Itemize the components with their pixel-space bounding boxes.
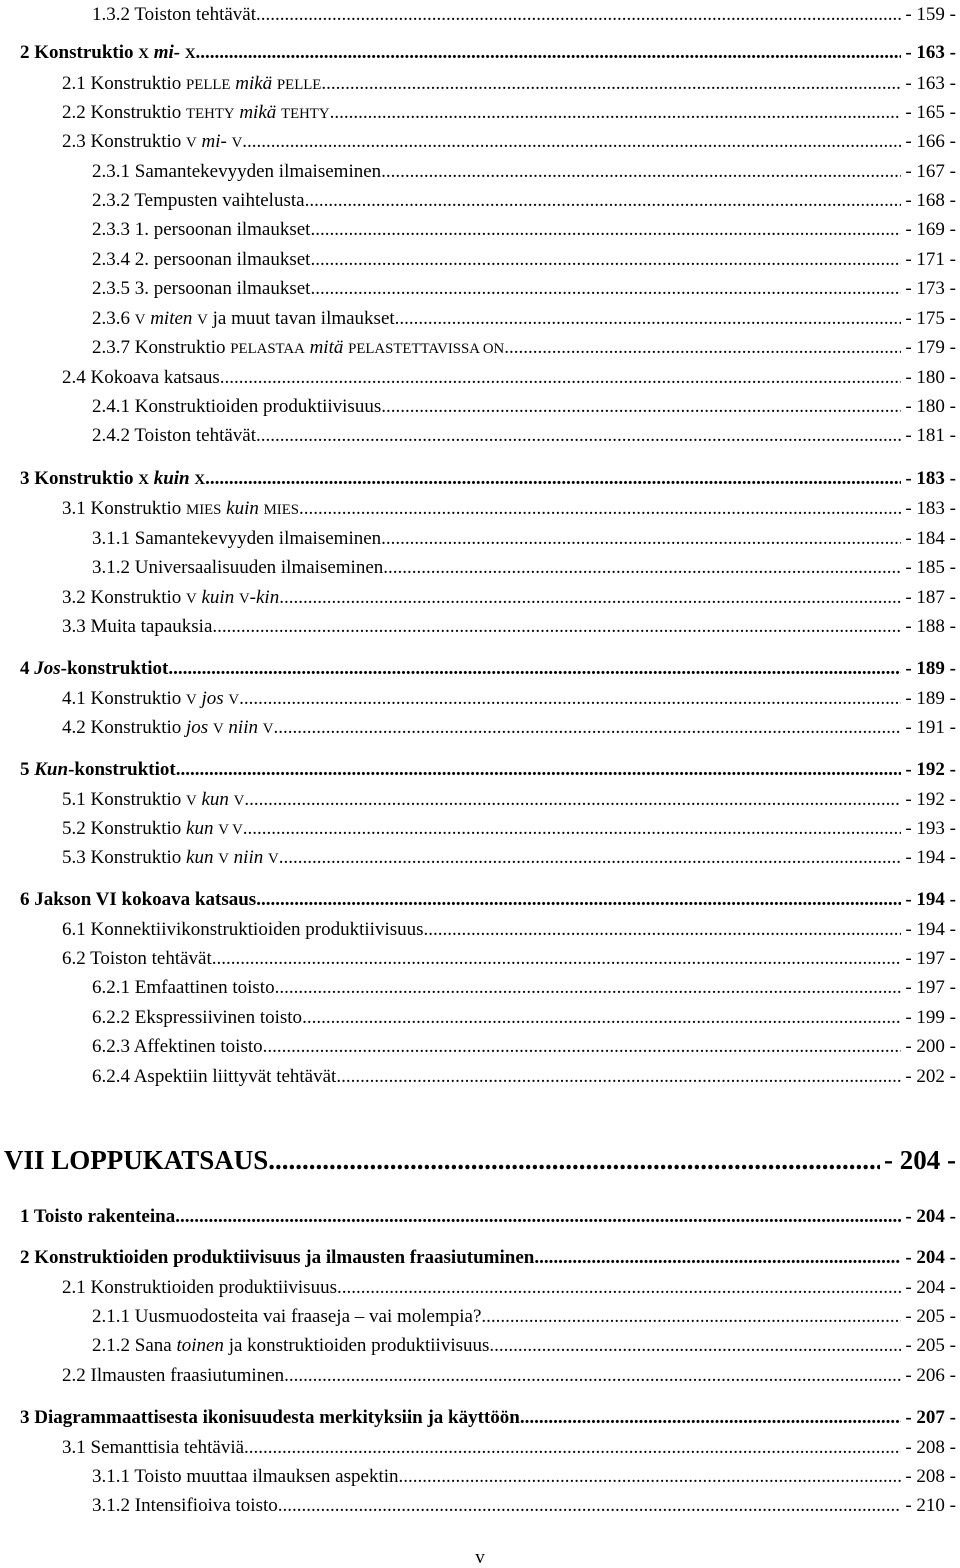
toc-entry-title: [92, 1494, 278, 1518]
dot-leader: [381, 527, 901, 551]
italic-text: mitä: [309, 337, 344, 358]
toc-entry-title: [92, 424, 256, 448]
toc-page-number: - 189 -: [905, 688, 956, 709]
toc-page-number: - 205 -: [905, 1306, 956, 1327]
dot-leader: [279, 846, 902, 870]
italic-text: mikä: [239, 102, 277, 123]
small-caps-text: PELLE: [186, 77, 231, 93]
dot-leader: [321, 72, 901, 96]
small-caps-text: V: [212, 721, 224, 737]
toc-entry-title: [92, 1334, 489, 1358]
toc-entry-title: [62, 586, 279, 610]
dot-leader: [196, 41, 902, 65]
toc-page-number: - 185 -: [905, 557, 956, 578]
toc-entry-title: [20, 657, 168, 681]
dot-leader: [489, 1334, 901, 1358]
toc-section[interactable]: [62, 1276, 956, 1300]
toc-page-number: - 163 -: [905, 73, 956, 94]
toc-entry-title: [62, 1364, 284, 1388]
italic-text: kuin: [153, 468, 190, 489]
dot-leader: [263, 1035, 902, 1059]
toc-entry-title: [92, 336, 504, 360]
toc-section[interactable]: [92, 1465, 956, 1489]
dot-leader: [337, 1276, 901, 1300]
toc-chapter[interactable]: [20, 467, 956, 491]
toc-section[interactable]: [62, 366, 956, 390]
dot-leader: [383, 556, 901, 580]
title-text: 2.4.2 Toiston tehtävät: [92, 425, 257, 446]
title-text: 5.3 Konstruktio: [62, 847, 187, 868]
toc-entry-title: [92, 248, 310, 272]
toc-page-number: - 187 -: [905, 587, 956, 608]
small-caps-text: TEHTY: [281, 106, 330, 122]
dot-leader: [273, 716, 901, 740]
toc-page-number: - 197 -: [905, 948, 956, 969]
title-text: 2 Konstruktioiden produktiivisuus ja ilmausten fraasiutuminen: [20, 1247, 535, 1268]
toc-entry-title: [62, 918, 424, 942]
dot-leader: [381, 160, 901, 184]
dot-leader: [424, 918, 902, 942]
title-text: 4: [20, 658, 35, 679]
italic-text: mikä: [235, 73, 273, 94]
title-text: 3.2 Konstruktio: [62, 587, 187, 608]
dot-leader: [268, 1144, 880, 1176]
dot-leader: [175, 1205, 901, 1229]
toc-section[interactable]: [92, 395, 956, 419]
toc-page-number: - 183 -: [905, 468, 956, 489]
dot-leader: [278, 1494, 902, 1518]
title-text: 3 Diagrammaattisesta ikonisuudesta merkityksiin ja käyttöön: [20, 1407, 520, 1428]
toc-page-number: - 179 -: [905, 337, 956, 358]
dot-leader: [242, 130, 901, 154]
title-text: 2.3.1 Samantekevyyden ilmaiseminen: [92, 161, 382, 182]
toc-part-heading[interactable]: [4, 1144, 956, 1176]
title-text: 6.2.2 Ekspressiivinen toisto: [92, 1007, 303, 1028]
italic-text: jos: [201, 688, 224, 709]
small-caps-text: V: [238, 591, 250, 607]
small-caps-text: MIES: [263, 502, 300, 518]
toc-section[interactable]: [92, 1334, 956, 1358]
small-caps-text: V: [233, 793, 245, 809]
toc-chapter[interactable]: [20, 1205, 956, 1229]
toc-entry-title: [92, 3, 256, 27]
toc-page-number: - 169 -: [905, 219, 956, 240]
toc-chapter[interactable]: [20, 41, 956, 65]
toc-page-number: - 200 -: [905, 1036, 956, 1057]
toc-entry-title: [92, 277, 310, 301]
dot-leader: [336, 1065, 901, 1089]
toc-entry-title: [20, 1246, 534, 1270]
small-caps-text: V: [228, 692, 240, 708]
toc-entry-title: [62, 615, 212, 639]
italic-text: niin: [228, 717, 258, 738]
small-caps-text: V V: [218, 822, 243, 838]
title-text: 4.2 Konstruktio: [62, 717, 187, 738]
title-text: 6.1 Konnektiivikonstruktioiden produktiivisuus: [62, 919, 424, 940]
toc-entry-title: [92, 218, 310, 242]
toc-section[interactable]: [92, 160, 956, 184]
toc-page-number: - 207 -: [905, 1407, 956, 1428]
dot-leader: [168, 657, 901, 681]
toc-section[interactable]: [92, 976, 956, 1000]
small-caps-text: V: [231, 135, 243, 151]
title-text: 3.1 Konstruktio: [62, 498, 187, 519]
title-text: -konstruktiot: [68, 759, 176, 780]
title-text: 2.3.6: [92, 308, 135, 329]
toc-section[interactable]: [92, 424, 956, 448]
toc-page-number: - 175 -: [905, 308, 956, 329]
italic-text: kuin: [226, 498, 259, 519]
toc-page-number: - 204 -: [905, 1247, 956, 1268]
dot-leader: [504, 336, 901, 360]
dot-leader: [520, 1406, 902, 1430]
small-caps-text: V: [186, 591, 197, 607]
title-text: 3.1.2 Intensifioiva toisto: [92, 1495, 278, 1516]
toc-page-number: - 189 -: [905, 658, 956, 679]
italic-text: Jos: [34, 658, 61, 679]
toc-entry-title: [92, 1006, 302, 1030]
title-text: 2.4.1 Konstruktioiden produktiivisuus: [92, 396, 382, 417]
toc-entry-title: [62, 130, 242, 154]
dot-leader: [205, 467, 901, 491]
title-text: ja konstruktioiden produktiivisuus: [223, 1335, 490, 1356]
italic-text: kun: [186, 818, 214, 839]
title-text: 3.1.1 Toisto muuttaa ilmauksen aspektin: [92, 1466, 399, 1487]
title-text: 6 Jakson VI kokoava katsaus: [20, 889, 257, 910]
toc-page-number: - 168 -: [905, 190, 956, 211]
toc-entry-title: [62, 817, 243, 841]
small-caps-text: V: [186, 135, 197, 151]
toc-page-number: - 191 -: [905, 717, 956, 738]
toc-section[interactable]: [92, 1494, 956, 1518]
dot-leader: [244, 788, 901, 812]
toc-section[interactable]: [92, 556, 956, 580]
toc-page-number: - 159 -: [905, 4, 956, 25]
toc-page-number: - 204 -: [905, 1277, 956, 1298]
toc-chapter[interactable]: [20, 657, 956, 681]
title-text: 6.2.3 Affektinen toisto: [92, 1036, 263, 1057]
title-text: 2.2 Ilmausten fraasiutuminen: [62, 1365, 285, 1386]
title-text: 2.3.2 Tempusten vaihtelusta: [92, 190, 305, 211]
italic-text: miten: [150, 308, 193, 329]
toc-page-number: - 192 -: [905, 759, 956, 780]
toc-page-number: - 204 -: [884, 1145, 956, 1175]
small-caps-text: PELASTETTAVISSA ON: [348, 341, 505, 357]
toc-entry-title: [92, 395, 381, 419]
small-caps-text: MIES: [186, 502, 222, 518]
toc-entry-title: [20, 1406, 520, 1430]
toc-section[interactable]: [62, 130, 956, 154]
title-text: 6.2 Toiston tehtävät: [62, 948, 212, 969]
title-text: 2.1.1 Uusmuodosteita vai fraaseja – vai molempia?: [92, 1306, 482, 1327]
toc-section[interactable]: [62, 1364, 956, 1388]
title-text: 2.3.7 Konstruktio: [92, 337, 231, 358]
toc-section[interactable]: [92, 1035, 956, 1059]
toc-page-number: - 193 -: [905, 818, 956, 839]
toc-entry-title: [62, 101, 330, 125]
toc-page-number: - 167 -: [905, 161, 956, 182]
title-text: 2 Konstruktio: [20, 42, 139, 63]
small-caps-text: X: [138, 46, 149, 62]
dot-leader: [256, 3, 901, 27]
page-number: v: [475, 1547, 485, 1568]
title-text: -konstruktiot: [60, 658, 169, 679]
toc-entry-title: [92, 1065, 336, 1089]
dot-leader: [284, 1364, 901, 1388]
small-caps-text: V: [134, 312, 146, 328]
toc-page-number: - 204 -: [905, 1206, 956, 1227]
toc-section[interactable]: [92, 1305, 956, 1329]
dot-leader: [381, 395, 901, 419]
toc-page-number: - 194 -: [905, 919, 956, 940]
toc-entry-title: [62, 687, 239, 711]
toc-section[interactable]: [62, 947, 956, 971]
toc-section[interactable]: [62, 687, 956, 711]
toc-page-number: - 206 -: [905, 1365, 956, 1386]
toc-entry-title: [92, 1465, 399, 1489]
toc-entry-title: [92, 160, 381, 184]
title-text: 3.3 Muita tapauksia: [62, 616, 213, 637]
toc-page-number: - 165 -: [905, 102, 956, 123]
toc-entry-title: [20, 888, 256, 912]
title-text: 2.1.2 Sana: [92, 1335, 177, 1356]
toc-page-number: - 208 -: [905, 1466, 956, 1487]
toc-section[interactable]: [62, 918, 956, 942]
title-text: 2.1 Konstruktio: [62, 73, 187, 94]
title-text: 2.3.3 1. persoonan ilmaukset: [92, 219, 311, 240]
toc-page-number: - 192 -: [905, 789, 956, 810]
italic-text: kuin: [201, 587, 235, 608]
toc-page-number: - 194 -: [905, 847, 956, 868]
toc-section[interactable]: [92, 218, 956, 242]
title-text: 1 Toisto rakenteina: [20, 1206, 176, 1227]
toc-entry-title: [20, 1205, 175, 1229]
toc-page-number: - 173 -: [905, 278, 956, 299]
dot-leader: [310, 248, 901, 272]
small-caps-text: V: [262, 721, 274, 737]
dot-leader: [275, 976, 902, 1000]
dot-leader: [239, 687, 901, 711]
title-text: 3.1.1 Samantekevyyden ilmaiseminen: [92, 528, 382, 549]
toc-entry-title: [62, 1436, 244, 1460]
toc-chapter[interactable]: [20, 888, 956, 912]
dot-leader: [243, 817, 902, 841]
toc-page-number: - 166 -: [905, 131, 956, 152]
title-text: 2.3.5 3. persoonan ilmaukset: [92, 278, 311, 299]
dot-leader: [299, 497, 901, 521]
small-caps-text: X: [138, 472, 149, 488]
title-text: 6.2.4 Aspektiin liittyvät tehtävät: [92, 1066, 337, 1087]
toc-page-number: - 180 -: [905, 396, 956, 417]
dot-leader: [305, 189, 902, 213]
toc-section[interactable]: [92, 248, 956, 272]
toc-section[interactable]: [62, 817, 956, 841]
dot-leader: [534, 1246, 901, 1270]
title-text: -: [249, 587, 256, 608]
toc-section[interactable]: [92, 189, 956, 213]
title-text: 5.2 Konstruktio: [62, 818, 187, 839]
toc-chapter[interactable]: [20, 758, 956, 782]
title-text: 3.1.2 Universaalisuuden ilmaiseminen: [92, 557, 384, 578]
small-caps-text: V: [186, 692, 197, 708]
toc-section[interactable]: [62, 846, 956, 870]
toc-page-number: - 181 -: [905, 425, 956, 446]
toc-entry-title: [92, 307, 395, 331]
toc-section[interactable]: [62, 1436, 956, 1460]
dot-leader: [330, 101, 902, 125]
toc-entry-title: [62, 497, 299, 521]
toc-entry-title: [92, 527, 381, 551]
italic-text: jos: [186, 717, 209, 738]
title-text: 2.2 Konstruktio: [62, 102, 187, 123]
toc-entry-title: [20, 758, 176, 782]
title-text: 3 Konstruktio: [20, 468, 139, 489]
title-text: 2.1 Konstruktioiden produktiivisuus: [62, 1277, 337, 1298]
small-caps-text: PELASTAA: [230, 341, 305, 357]
toc-page-number: - 194 -: [905, 889, 956, 910]
toc-entry-title: [92, 976, 275, 1000]
toc-section[interactable]: [62, 716, 956, 740]
italic-text: kun: [186, 847, 214, 868]
dot-leader: [279, 586, 901, 610]
toc-entry-title: [62, 947, 212, 971]
toc-section[interactable]: [62, 586, 956, 610]
dot-leader: [220, 366, 902, 390]
small-caps-text: TEHTY: [186, 106, 235, 122]
toc-section[interactable]: [92, 336, 956, 360]
italic-text: mi-: [153, 42, 181, 63]
dot-leader: [176, 758, 902, 782]
toc-page-number: - 171 -: [905, 249, 956, 270]
toc-entry-title: [92, 556, 383, 580]
dot-leader: [481, 1305, 901, 1329]
small-caps-text: V: [186, 793, 197, 809]
toc-section[interactable]: [92, 1006, 956, 1030]
title-text: 6.2.1 Emfaattinen toisto: [92, 977, 275, 998]
title-text: 5: [20, 759, 35, 780]
toc-section[interactable]: [62, 615, 956, 639]
small-caps-text: X: [184, 46, 196, 62]
toc-page-number: - 188 -: [905, 616, 956, 637]
dot-leader: [302, 1006, 901, 1030]
dot-leader: [256, 888, 901, 912]
toc-section[interactable]: [92, 527, 956, 551]
italic-text: kun: [201, 789, 229, 810]
dot-leader: [399, 1465, 902, 1489]
toc-entry-title: [62, 366, 220, 390]
toc-entry-title: [62, 72, 321, 96]
small-caps-text: V: [218, 851, 229, 867]
title-text: 4.1 Konstruktio: [62, 688, 187, 709]
title-text: 2.3.4 2. persoonan ilmaukset: [92, 249, 311, 270]
toc-section[interactable]: [92, 1065, 956, 1089]
toc-entry-title: [62, 788, 244, 812]
toc-chapter[interactable]: [20, 1246, 956, 1270]
small-caps-text: X: [194, 472, 206, 488]
toc-entry-title: [20, 41, 196, 65]
toc-section[interactable]: [62, 101, 956, 125]
small-caps-text: V: [197, 312, 208, 328]
title-text: 1.3.2 Toiston tehtävät: [92, 4, 257, 25]
toc-entry-title: [4, 1144, 268, 1176]
dot-leader: [244, 1436, 901, 1460]
title-text: 2.3 Konstruktio: [62, 131, 187, 152]
toc-page-number: - 202 -: [905, 1066, 956, 1087]
toc-entry-title: [92, 1305, 481, 1329]
toc-page-number: - 199 -: [905, 1007, 956, 1028]
italic-text: niin: [233, 847, 264, 868]
title-text: VII LOPPUKATSAUS: [4, 1145, 269, 1175]
toc-page-number: - 208 -: [905, 1437, 956, 1458]
toc-page-number: - 180 -: [905, 367, 956, 388]
dot-leader: [212, 615, 901, 639]
toc-section[interactable]: [62, 72, 956, 96]
italic-text: toinen: [176, 1335, 224, 1356]
toc-section[interactable]: [92, 277, 956, 301]
toc-section[interactable]: [92, 307, 956, 331]
italic-text: Kun: [34, 759, 69, 780]
title-text: 2.4 Kokoava katsaus: [62, 367, 220, 388]
toc-page-number: - 197 -: [905, 977, 956, 998]
title-text: 3.1 Semanttisia tehtäviä: [62, 1437, 245, 1458]
italic-text: mi-: [201, 131, 227, 152]
dot-leader: [310, 277, 901, 301]
toc-entry-title: [62, 1276, 337, 1300]
small-caps-text: V: [267, 851, 279, 867]
dot-leader: [395, 307, 902, 331]
toc-page-number: - 163 -: [905, 42, 956, 63]
toc-section[interactable]: [62, 497, 956, 521]
toc-entry-title: [92, 1035, 263, 1059]
toc-entry-title: [62, 716, 273, 740]
toc-entry-title: [92, 189, 305, 213]
dot-leader: [256, 424, 901, 448]
toc-chapter[interactable]: [20, 1406, 956, 1430]
dot-leader: [212, 947, 902, 971]
title-text: ja muut tavan ilmaukset: [207, 308, 395, 329]
italic-text: kin: [255, 587, 280, 608]
toc-section[interactable]: [62, 788, 956, 812]
title-text: 5.1 Konstruktio: [62, 789, 187, 810]
small-caps-text: PELLE: [276, 77, 322, 93]
toc-entry-title: [62, 846, 279, 870]
toc-page-number: - 205 -: [905, 1335, 956, 1356]
toc-page-number: - 210 -: [905, 1495, 956, 1516]
toc-entry-title: [20, 467, 205, 491]
dot-leader: [310, 218, 901, 242]
toc-page-number: - 184 -: [905, 528, 956, 549]
toc-page-number: - 183 -: [905, 498, 956, 519]
toc-section[interactable]: [92, 3, 956, 27]
